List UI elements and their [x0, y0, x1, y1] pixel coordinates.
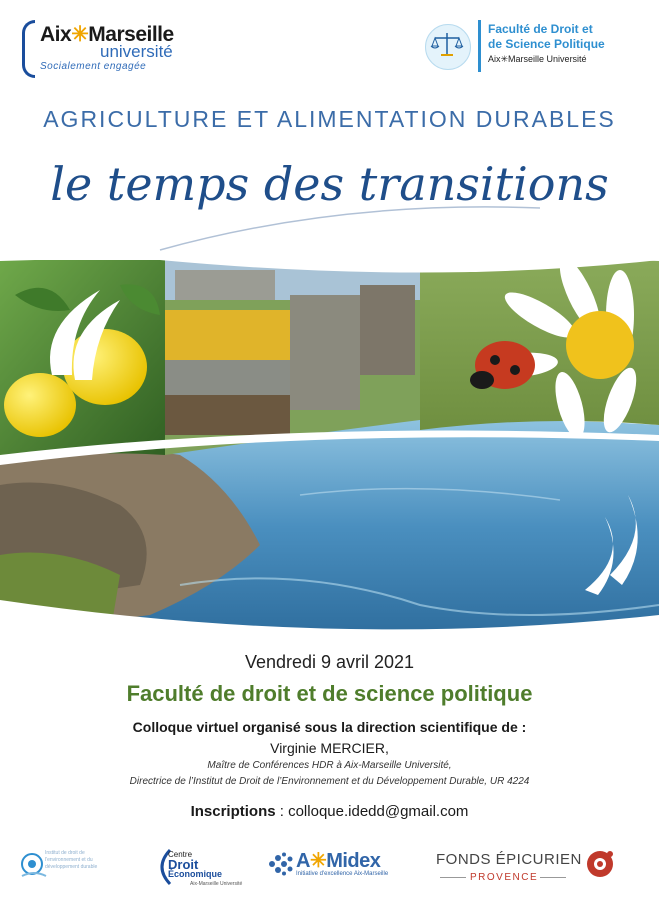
director-role-1: Maître de Conférences HDR à Aix-Marseille Université, [207, 760, 452, 771]
amu-logo-university: université [100, 42, 173, 61]
colloque-description: Colloque virtuel organisé sous la direction scientifique de : [132, 719, 527, 735]
photo-collage [0, 255, 659, 635]
inscriptions-email[interactable]: colloque.idedd@gmail.com [288, 803, 469, 820]
fonds-divider-right [540, 877, 566, 878]
amu-logo-name: Aix✳Marseille [40, 23, 174, 46]
cde-logo-amu: Aix-Marseille Université [190, 881, 243, 887]
faculty-logo-line2: de Science Politique [488, 37, 605, 51]
faculty-logo-line1: Faculté de Droit et [488, 22, 593, 36]
director-role-2: Directrice de l’Institut de Droit de l’Environnement et du Développement Durable, UR 4224 [129, 776, 530, 787]
idedd-logo-text: Institut de droit de l'environnement et du développement durable [45, 850, 98, 870]
photo-ladybug [420, 255, 659, 441]
event-date: Vendredi 9 avril 2021 [244, 652, 415, 672]
cde-logo-economique: Économique [168, 869, 223, 879]
inscriptions-label: Inscriptions [190, 803, 276, 820]
main-title: AGRICULTURE ET ALIMENTATION DURABLES [43, 106, 616, 132]
fonds-epicurien-region: PROVENCE [470, 872, 539, 883]
cde-logo-centre: Centre [168, 850, 193, 859]
cde-logo-droit: Droit [168, 857, 199, 872]
idedd-logo-icon [20, 848, 48, 882]
amu-logo-bracket [22, 20, 35, 78]
faculty-logo-bar [478, 20, 481, 72]
scientific-director: Virginie MERCIER, [270, 740, 389, 756]
inscriptions-line: Inscriptions : colloque.idedd@gmail.com [190, 803, 469, 820]
title-swoosh [140, 200, 560, 260]
fonds-epicurien-icon [585, 849, 615, 879]
event-venue: Faculté de droit et de science politique [126, 681, 533, 706]
amidex-logo-name: A✳Midex [296, 850, 381, 872]
amu-logo-tagline: Socialement engagée [40, 61, 147, 72]
scales-icon [430, 30, 464, 60]
amidex-dots-icon [268, 852, 294, 876]
subtitle: le temps des transitions [50, 157, 609, 211]
fonds-divider-left [440, 877, 466, 878]
amidex-logo-tagline: Initiative d'excellence Aix-Marseille [296, 871, 389, 877]
fonds-epicurien-name: FONDS ÉPICURIEN [436, 851, 582, 868]
faculty-logo-line3: Aix✳Marseille Université [488, 54, 587, 64]
